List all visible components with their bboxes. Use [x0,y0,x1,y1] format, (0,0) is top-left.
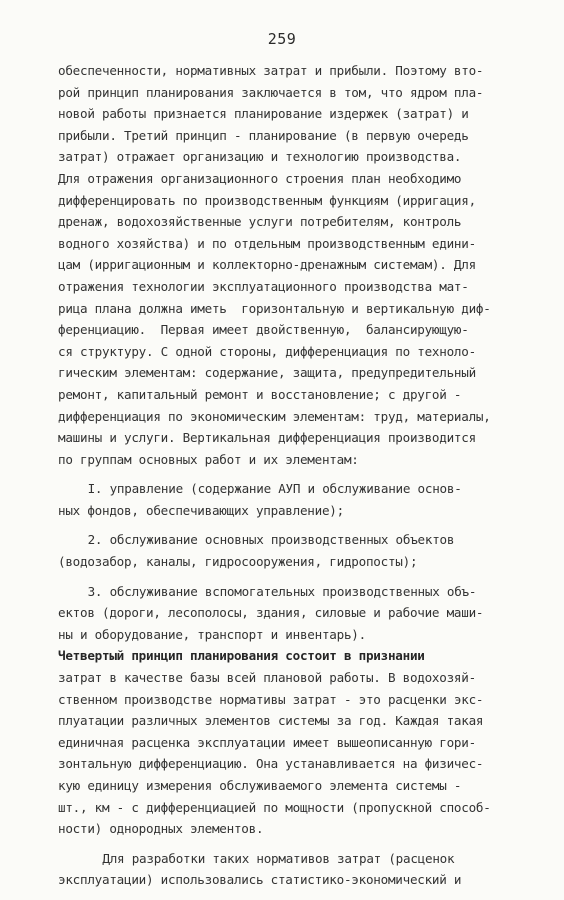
text-line: ектов (дороги, лесополосы, здания, силовые и рабочие маши- [58,605,484,621]
page-number: 259 [267,30,297,48]
text-line: цам (ирригационным и коллекторно-дренажным системам). Для [58,257,476,273]
text-line: дифференциация по экономическим элементам: труд, материалы, [58,408,491,424]
text-line: (водозабор, каналы, гидросооружения, гидропосты); [58,554,418,570]
text-line: шт., км - с дифференциацией по мощности (пропускной способ- [58,799,491,815]
text-line: ремонт, капитальный ремонт и восстановление; с другой - [58,386,462,402]
text-line: 3. обслуживание вспомогательных производственных объ- [87,583,477,599]
paragraph-gap [58,470,516,478]
text-line: Четвертый принцип планирования состоит в признании [58,648,425,664]
text-line: затрат) отражает организацию и технологию производства. [58,149,462,165]
text-line: единичная расценка эксплуатации имеет вышеописанную гори- [58,734,476,750]
text-line: ны и оборудование, транспорт и инвентарь). [58,626,366,642]
text-line: Для отражения организационного строения план необходимо [58,170,462,186]
text-line: I. управление (содержание АУП и обслуживание основ- [87,481,462,497]
text-line: прибыли. Третий принцип - планирование (в первую очередь [58,127,469,143]
body-text [58,60,516,891]
text-line: рой принцип планирования заключается в том, что ядром пла- [58,84,484,100]
text-line: Для разработки таких нормативов затрат (расценок [102,850,455,866]
text-line: ности) однородных элементов. [58,821,264,837]
text-line: отражения технологии эксплуатационного производства мат- [58,278,469,294]
text-line: ных фондов, обеспечивающих управление); [58,502,344,518]
paragraph-gap [58,573,516,581]
text-line: гическим элементам: содержание, защита, предупредительный [58,365,476,381]
text-line: по группам основных работ и их элементам: [58,451,359,467]
text-line: новой работы признается планирование издержек (затрат) и [58,106,469,122]
text-line: водного хозяйства) и по отдельным производственным едини- [58,235,476,251]
text-line: ственном производстве нормативы затрат - это расценки экс- [58,691,484,707]
text-line: кую единицу измерения обслуживаемого элемента системы - [58,778,462,793]
text-line: плуатации различных элементов системы за год. Каждая такая [58,713,484,729]
text-line: дифференцировать по производственным функциям (ирригация, [58,192,476,208]
text-line: затрат в качестве базы всей плановой работы. В водохозяй- [58,670,476,686]
text-line: зонтальную дифференциацию. Она устанавливается на физичес- [58,756,484,772]
text-line: дренаж, водохозяйственные услуги потребителям, контроль [58,214,462,230]
text-line: рица плана должна иметь горизонтальную и вертикальную диф- [58,300,491,316]
paragraph-gap [58,840,516,848]
paragraph-gap [58,521,516,529]
text-line: 2. обслуживание основных производственных объектов [87,532,455,548]
text-line: ся структуру. С одной стороны, дифференциация по техноло- [58,343,476,359]
text-line: эксплуатации) использовались статистико-экономический и [58,872,462,888]
text-line: обеспеченности, нормативных затрат и прибыли. Поэтому вто- [58,63,484,78]
text-line: ференциацию. Первая имеет двойственную, балансирующую- [58,322,469,338]
text-line: машины и услуги. Вертикальная дифференциация производится [58,430,476,446]
